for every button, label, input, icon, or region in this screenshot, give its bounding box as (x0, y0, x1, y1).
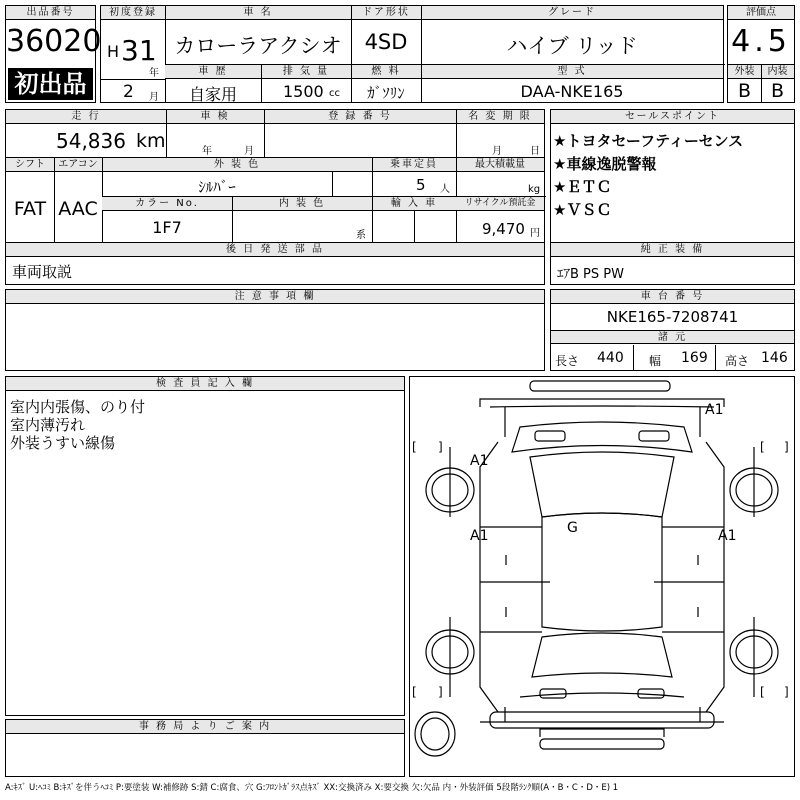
reg-label: 初度登録 (101, 6, 165, 20)
load-unit: kg (528, 184, 541, 195)
inspect-year-unit: 年 (202, 146, 212, 157)
bracket-open: [ (412, 440, 417, 454)
ac: AAC (58, 198, 98, 220)
chassis-label: 車 台 番 号 (551, 290, 794, 304)
ac-label: エアコン (54, 158, 102, 172)
spec-label: 諸 元 (551, 330, 794, 344)
nc-month-unit: 月 (492, 146, 502, 157)
equipment: ｴｱB PS PW (557, 267, 624, 282)
length-label: 長さ (555, 354, 580, 368)
bracket-open: [ (412, 685, 417, 699)
inspector-label: 検 査 員 記 入 欄 (6, 377, 404, 391)
info-box (5, 109, 545, 285)
door-label: ドア形状 (351, 6, 421, 20)
damage-mark: A1 (470, 528, 489, 544)
inspector-note: 外装うすい線傷 (10, 434, 116, 452)
recycle-unit: 円 (530, 228, 540, 239)
bracket-close: ] (438, 685, 443, 699)
damage-mark: A1 (705, 402, 724, 418)
score-label: 評価点 (728, 6, 794, 20)
fuel: ｶﾞｿﾘﾝ (367, 84, 405, 102)
recycle-fee: 9,470 (482, 220, 525, 238)
inspector-box (5, 376, 405, 716)
reg-month-unit: 月 (149, 92, 159, 103)
name-change-label: 名 変 期 限 (456, 110, 544, 124)
grade-label: グレード (421, 6, 723, 20)
model: DAA-NKE165 (520, 82, 624, 101)
first-listing-badge: 初出品 (8, 68, 93, 100)
capacity: 5 (416, 176, 426, 194)
import-label: 輸 入 車 (372, 197, 456, 211)
sales-box (550, 109, 795, 285)
later-parts: 車両取説 (12, 263, 73, 281)
cc-unit: cc (329, 88, 340, 99)
reg-year: 31 (121, 34, 157, 67)
damage-mark: A1 (718, 528, 737, 544)
vehicle-header-box (100, 5, 724, 103)
damage-mark: G (567, 520, 578, 536)
score-box (727, 5, 795, 103)
fuel-label: 燃 料 (351, 65, 421, 79)
width-label: 幅 (649, 354, 662, 368)
model-label: 型 式 (421, 65, 723, 79)
sales-point: ★ＶＳＣ (553, 201, 612, 219)
int-score: B (770, 80, 785, 102)
chassis-number: NKE165-7208741 (606, 308, 739, 326)
sales-point: ★ＥＴＣ (553, 178, 612, 196)
score: 4.5 (731, 24, 791, 59)
load-label: 最大積載量 (456, 158, 544, 172)
bracket-close: ] (438, 440, 443, 454)
office-box (5, 719, 405, 777)
sales-point: ★トヨタセーフティーセンス (553, 132, 744, 150)
height-label: 高さ (725, 354, 750, 368)
exterior-color: ｼﾙﾊﾞｰ (198, 178, 236, 196)
mileage-label: 走 行 (6, 110, 166, 124)
mileage-unit: km (136, 130, 166, 152)
chassis-box (550, 289, 795, 371)
recycle-label: リサイクル預託金 (456, 197, 544, 211)
color-label: 外 装 色 (102, 158, 372, 172)
history: 自家用 (188, 85, 237, 104)
reg-year-unit: 年 (149, 68, 159, 79)
width: 169 (681, 350, 708, 366)
cc-label: 排 気 量 (261, 65, 351, 79)
shift-label: シフト (6, 158, 54, 172)
interior-label: 内 装 色 (232, 197, 372, 211)
plate-label: 登 録 番 号 (264, 110, 456, 124)
later-parts-label: 後 日 発 送 部 品 (6, 243, 544, 257)
bracket-open: [ (760, 440, 765, 454)
name-label: 車 名 (165, 6, 351, 20)
inspector-note: 室内内張傷、のり付 (10, 398, 146, 416)
int-label: 内装 (761, 65, 794, 79)
notes-label: 注 意 事 項 欄 (6, 290, 544, 304)
interior-unit: 系 (356, 230, 366, 241)
door-type: 4SD (364, 30, 408, 54)
ext-label: 外装 (728, 65, 761, 79)
bracket-open: [ (760, 685, 765, 699)
color-number: 1F7 (152, 218, 182, 237)
ext-score: B (737, 80, 752, 102)
height: 146 (761, 350, 788, 366)
inspector-note: 室内薄汚れ (10, 416, 86, 434)
inspect-label: 車 検 (166, 110, 264, 124)
notes-box (5, 289, 545, 371)
capacity-label: 乗車定員 (372, 158, 456, 172)
sales-label: セールスポイント (551, 110, 794, 124)
legend: A:ｷｽﾞ U:ﾍｺﾐ B:ｷｽﾞを伴うﾍｺﾐ P:要塗装 W:補修跡 S:錆 C:腐食、穴 G:ﾌﾛﾝﾄｶﾞﾗｽ点ｷｽﾞ XX:交換済み X:要交換 欠:欠品 内・外装評価 5段階ﾗﾝｸ順(A・B・C・D・E) 1 (5, 783, 619, 793)
grade: ハイブ リッド (506, 34, 638, 58)
capacity-unit: 人 (440, 184, 450, 195)
office-label: 事 務 局 よ り ご 案 内 (6, 720, 404, 734)
equipment-label: 純 正 装 備 (551, 243, 794, 257)
lot-number-label: 出品番号 (6, 6, 95, 20)
length: 440 (597, 350, 624, 366)
damage-mark: A1 (470, 453, 489, 469)
history-label: 車 歴 (165, 65, 261, 79)
mileage: 54,836 (56, 129, 126, 153)
car-diagram-box (409, 376, 795, 777)
reg-era: H (107, 42, 120, 61)
bracket-close: ] (784, 685, 789, 699)
cc: 1500 (283, 82, 324, 101)
car-diagram (410, 377, 794, 776)
nc-day-unit: 日 (530, 146, 540, 157)
car-name: カローラアクシオ (174, 34, 342, 58)
shift: FAT (13, 198, 47, 220)
lot-number: 36020 (6, 24, 102, 59)
bracket-close: ] (784, 440, 789, 454)
sales-point: ★車線逸脱警報 (553, 155, 657, 173)
lot-number-box (5, 5, 102, 103)
reg-month: 2 (123, 82, 134, 102)
colorno-label: カラー No. (102, 197, 232, 211)
inspect-month-unit: 月 (244, 146, 254, 157)
